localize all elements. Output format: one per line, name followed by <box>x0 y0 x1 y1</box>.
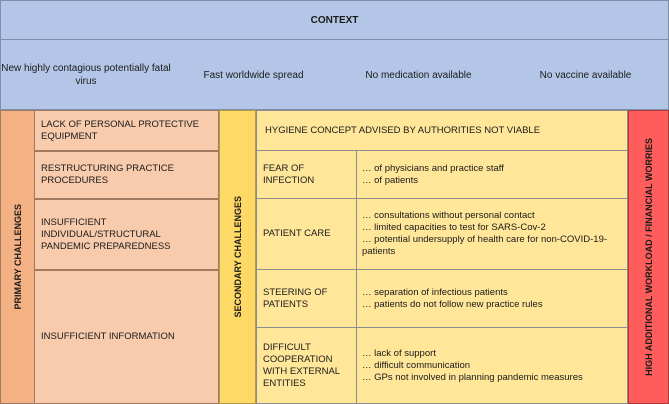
detail-line: … separation of infectious patients <box>362 286 508 298</box>
context-items <box>0 40 669 110</box>
secondary-challenges-label <box>219 110 256 404</box>
secondary-category: PATIENT CARE <box>256 199 357 270</box>
workload-text: HIGH ADDITIONAL WORKLOAD / FINANCIAL WORRIES <box>643 138 654 376</box>
primary-challenge-item: INSUFFICIENT INFORMATION <box>35 270 219 404</box>
workload-label <box>628 110 669 404</box>
detail-line: … lack of support <box>362 347 436 359</box>
detail-line: … limited capacities to test for SARS-Cov-2 <box>362 222 546 233</box>
primary-challenges-label <box>0 110 35 404</box>
detail-line: … of patients <box>362 174 418 186</box>
secondary-details <box>357 151 628 199</box>
context-item: No vaccine available <box>539 69 632 81</box>
secondary-details <box>357 270 628 328</box>
detail-line: … consultations without personal contact <box>362 210 535 221</box>
secondary-category: DIFFICULT COOPERATION WITH EXTERNAL ENTITIES <box>256 328 357 404</box>
hygiene-concept-cell: HYGIENE CONCEPT ADVISED BY AUTHORITIES NOT VIABLE <box>256 110 628 151</box>
primary-challenge-item: INSUFFICIENT INDIVIDUAL/STRUCTURAL PANDEMIC PREPAREDNESS <box>35 199 219 270</box>
secondary-category: FEAR OF INFECTION <box>256 151 357 199</box>
secondary-challenges-text: SECONDARY CHALLENGES <box>232 196 243 318</box>
detail-line: … GPs not involved in planning pandemic measures <box>362 371 583 383</box>
primary-challenge-item: RESTRUCTURING PRACTICE PROCEDURES <box>35 151 219 199</box>
secondary-details <box>357 328 628 404</box>
detail-line: … patients do not follow new practice rules <box>362 298 543 310</box>
detail-line: … potential undersupply of health care for non-COVID-19-patients <box>362 234 608 257</box>
primary-challenge-item: LACK OF PERSONAL PROTECTIVE EQUIPMENT <box>35 110 219 151</box>
primary-challenges-text: PRIMARY CHALLENGES <box>12 204 23 310</box>
context-item: No medication available <box>365 69 472 81</box>
context-title: CONTEXT <box>310 14 359 26</box>
detail-line: … difficult communication <box>362 359 471 371</box>
detail-line: … of physicians and practice staff <box>362 162 504 174</box>
context-header <box>0 0 669 40</box>
secondary-details <box>357 199 628 270</box>
context-item: New highly contagious potentially fatal virus <box>1 63 171 87</box>
secondary-category: STEERING OF PATIENTS <box>256 270 357 328</box>
context-item: Fast worldwide spread <box>203 69 304 81</box>
